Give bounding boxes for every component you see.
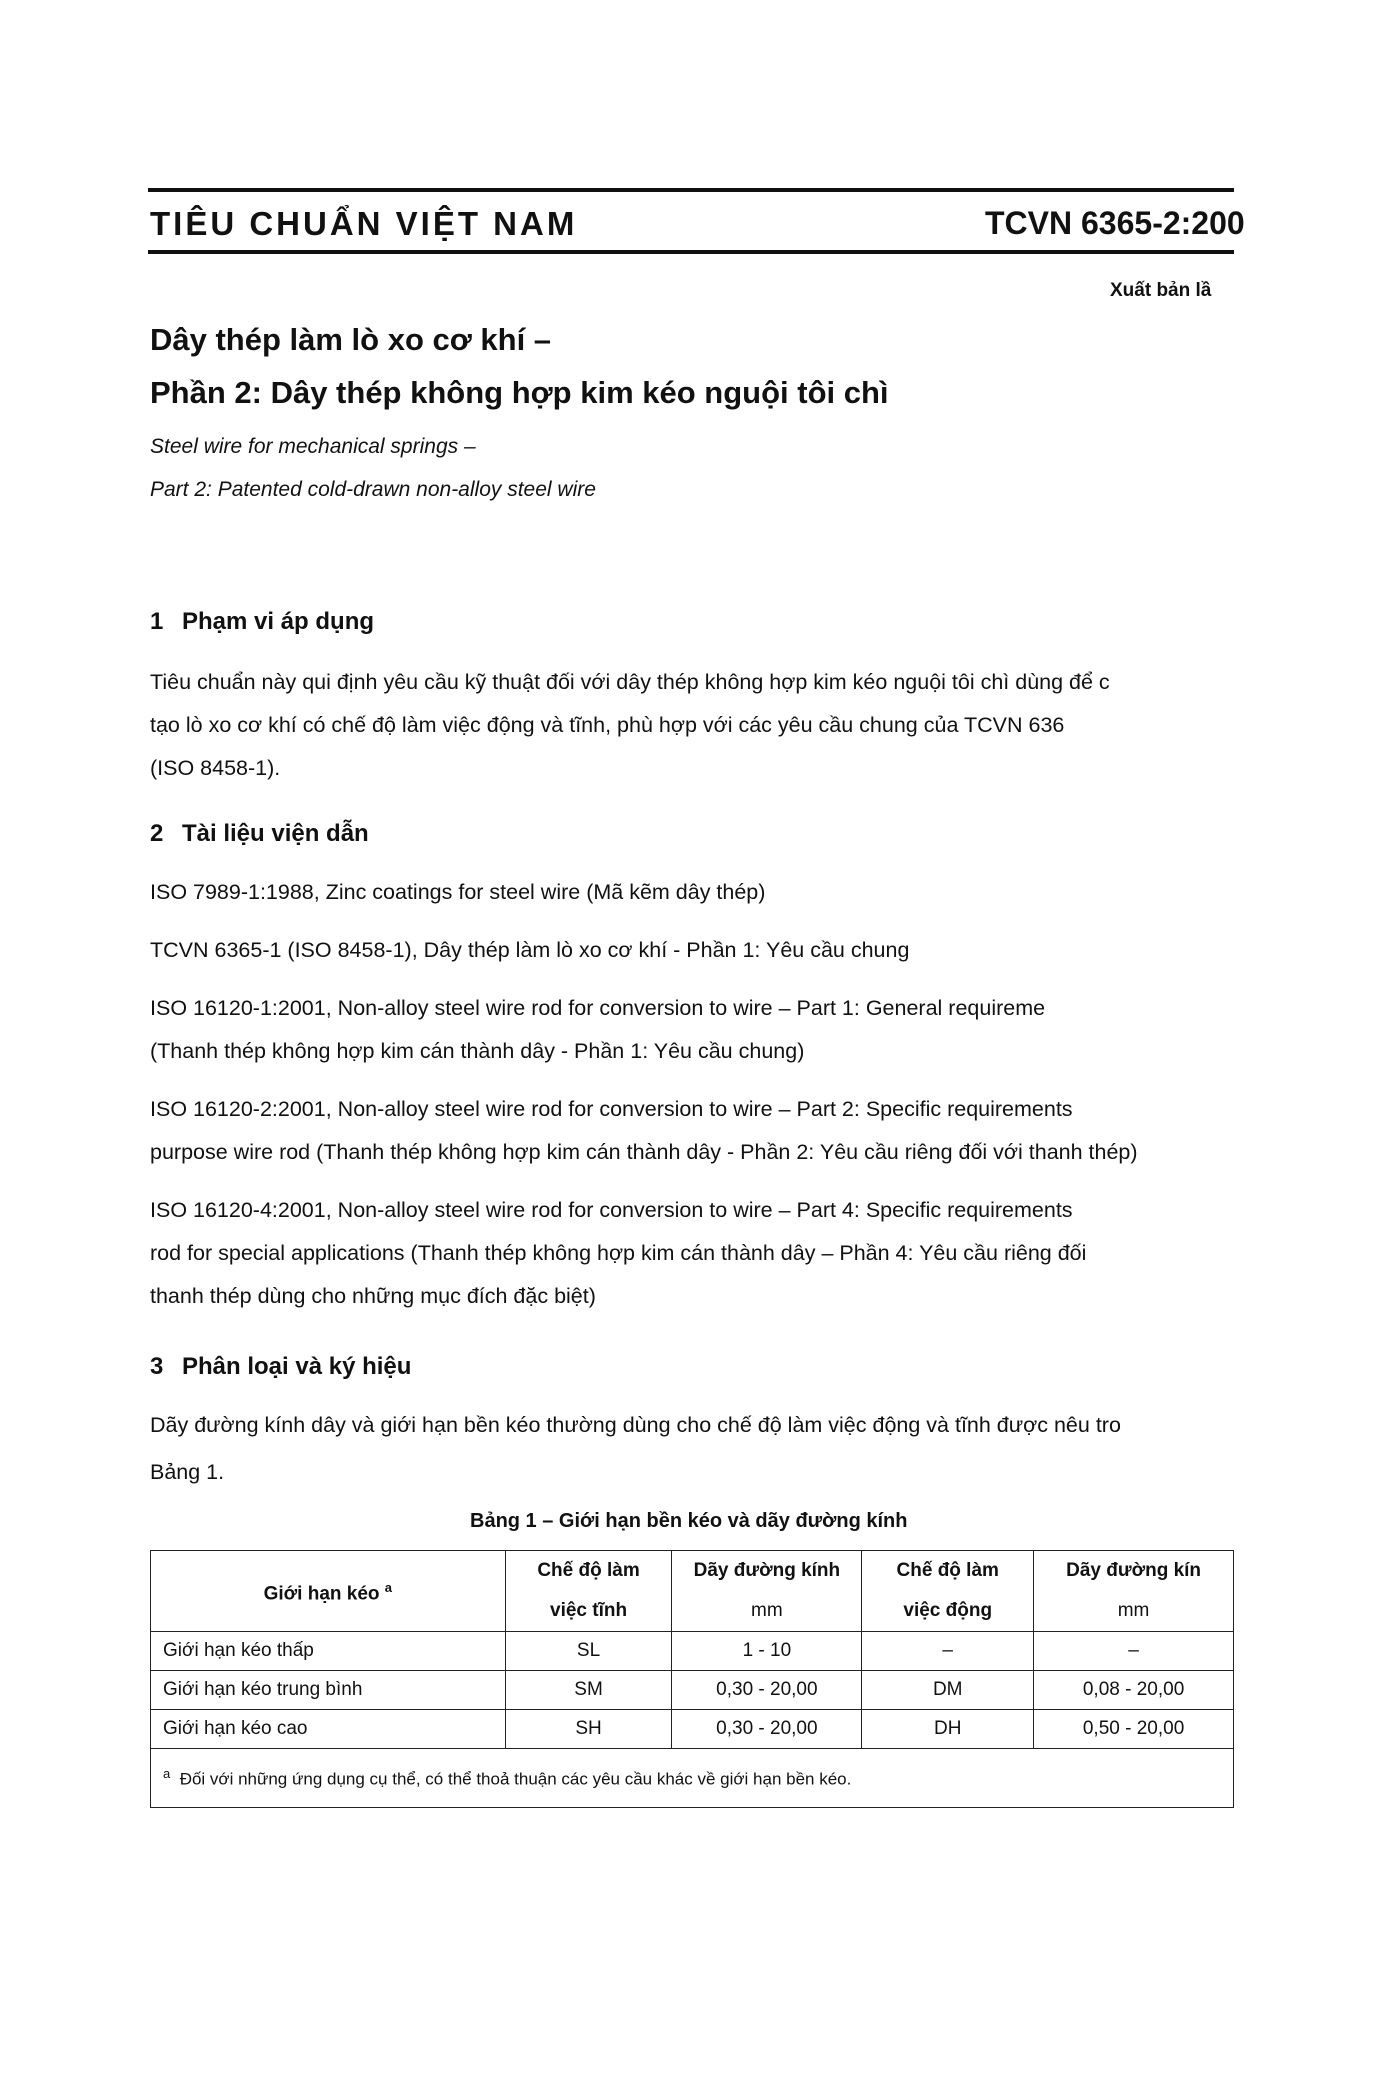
reference-line: ISO 7989-1:1988, Zinc coatings for steel wire (Mã kẽm dây thép)	[150, 880, 766, 904]
footnote-marker: a	[384, 1579, 393, 1595]
footnote-marker: a	[163, 1766, 171, 1782]
section-3-heading	[150, 1353, 411, 1381]
header-text: Dãy đường kín	[1066, 1560, 1202, 1581]
reference-line: TCVN 6365-1 (ISO 8458-1), Dây thép làm lò xo cơ khí - Phần 1: Yêu cầu chung	[150, 938, 910, 962]
table-cell: 0,30 - 20,00	[672, 1671, 862, 1710]
header-static-diameter-range	[672, 1551, 862, 1632]
section-title: Tài liệu viện dẫn	[182, 820, 369, 847]
table-footnote-row	[151, 1749, 1234, 1808]
section-number: 1	[150, 608, 164, 635]
table-cell: 1 - 10	[672, 1632, 862, 1671]
table-row	[151, 1671, 1234, 1710]
reference-line: ISO 16120-2:2001, Non-alloy steel wire rod for conversion to wire – Part 2: Specific requirements	[150, 1097, 1073, 1121]
header-top-rule	[148, 188, 1234, 192]
table-cell: SM	[505, 1671, 672, 1710]
table-caption-label: Bảng 1	[470, 1510, 537, 1532]
header-dynamic-mode	[862, 1551, 1034, 1632]
table-row	[151, 1632, 1234, 1671]
table-caption	[470, 1510, 907, 1533]
table-cell: SH	[505, 1710, 672, 1749]
reference-line: (Thanh thép không hợp kim cán thành dây - Phần 1: Yêu cầu chung)	[150, 1039, 805, 1063]
reference-line: thanh thép dùng cho những mục đích đặc biệt)	[150, 1284, 596, 1308]
table-cell: DH	[862, 1710, 1034, 1749]
header-text: Giới hạn kéo	[263, 1583, 380, 1605]
table-cell: DM	[862, 1671, 1034, 1710]
table-footnote	[151, 1749, 1234, 1808]
table-cell: Giới hạn kéo cao	[151, 1710, 506, 1749]
section-number: 2	[150, 820, 164, 847]
header-text: Chế độ làm	[537, 1560, 640, 1581]
header-unit: mm	[1117, 1600, 1150, 1621]
header-text: việc tĩnh	[550, 1600, 628, 1621]
table-cell: 0,08 - 20,00	[1034, 1671, 1234, 1710]
section-2-heading	[150, 820, 369, 848]
header-unit: mm	[751, 1600, 783, 1621]
section-number: 3	[150, 1353, 164, 1380]
section-title: Phân loại và ký hiệu	[182, 1353, 412, 1380]
text-line: Bảng 1.	[150, 1460, 225, 1484]
reference-line: ISO 16120-4:2001, Non-alloy steel wire rod for conversion to wire – Part 4: Specific requirements	[150, 1198, 1073, 1222]
reference-line: purpose wire rod (Thanh thép không hợp kim cán thành dây - Phần 2: Yêu cầu riêng đối với thanh thép)	[150, 1140, 1138, 1164]
text-line: Dãy đường kính dây và giới hạn bền kéo thường dùng cho chế độ làm việc động và tĩnh được nêu tro	[150, 1413, 1121, 1437]
table-caption-text: – Giới hạn bền kéo và dãy đường kính	[536, 1510, 908, 1532]
standard-code: TCVN 6365-2:200	[985, 205, 1245, 241]
header-text: Chế độ làm	[896, 1560, 999, 1581]
table-cell: Giới hạn kéo trung bình	[151, 1671, 506, 1710]
table-cell: 0,30 - 20,00	[672, 1710, 862, 1749]
footnote-text: Đối với những ứng dụng cụ thể, có thể thoả thuận các yêu cầu khác về giới hạn bền kéo.	[179, 1769, 852, 1789]
standard-name: TIÊU CHUẨN VIỆT NAM	[150, 205, 578, 242]
title-vi-line1: Dây thép làm lò xo cơ khí –	[150, 322, 552, 357]
reference-line: rod for special applications (Thanh thép không hợp kim cán thành dây – Phần 4: Yêu cầu riêng đối	[150, 1241, 1087, 1265]
title-en-line1: Steel wire for mechanical springs –	[150, 435, 476, 458]
header-text: Dãy đường kính	[693, 1560, 841, 1581]
section-title: Phạm vi áp dụng	[182, 608, 375, 635]
text-line: tạo lò xo cơ khí có chế độ làm việc động và tĩnh, phù hợp với các yêu cầu chung của TCVN 636	[150, 713, 1065, 737]
header-text: việc động	[903, 1600, 993, 1621]
tensile-strength-table	[150, 1550, 1234, 1808]
table-cell: –	[862, 1632, 1034, 1671]
table-cell: SL	[505, 1632, 672, 1671]
header-tensile-class	[151, 1551, 506, 1632]
header-bottom-rule	[148, 250, 1234, 254]
header-dynamic-diameter-range	[1034, 1551, 1234, 1632]
text-line: (ISO 8458-1).	[150, 756, 281, 780]
table-cell: –	[1034, 1632, 1234, 1671]
table-header-row	[151, 1551, 1234, 1632]
table-cell: Giới hạn kéo thấp	[151, 1632, 506, 1671]
table-row	[151, 1710, 1234, 1749]
section-1-heading	[150, 608, 374, 636]
text-line: Tiêu chuẩn này qui định yêu cầu kỹ thuật đối với dây thép không hợp kim kéo nguội tôi chì dùng để c	[150, 670, 1110, 694]
header-static-mode	[505, 1551, 672, 1632]
table-cell: 0,50 - 20,00	[1034, 1710, 1234, 1749]
title-vi-line2: Phần 2: Dây thép không hợp kim kéo nguội tôi chì	[150, 375, 889, 410]
edition-note: Xuất bản lầ	[1110, 280, 1212, 301]
title-en-line2: Part 2: Patented cold-drawn non-alloy steel wire	[150, 478, 596, 501]
reference-line: ISO 16120-1:2001, Non-alloy steel wire rod for conversion to wire – Part 1: General requireme	[150, 996, 1046, 1020]
